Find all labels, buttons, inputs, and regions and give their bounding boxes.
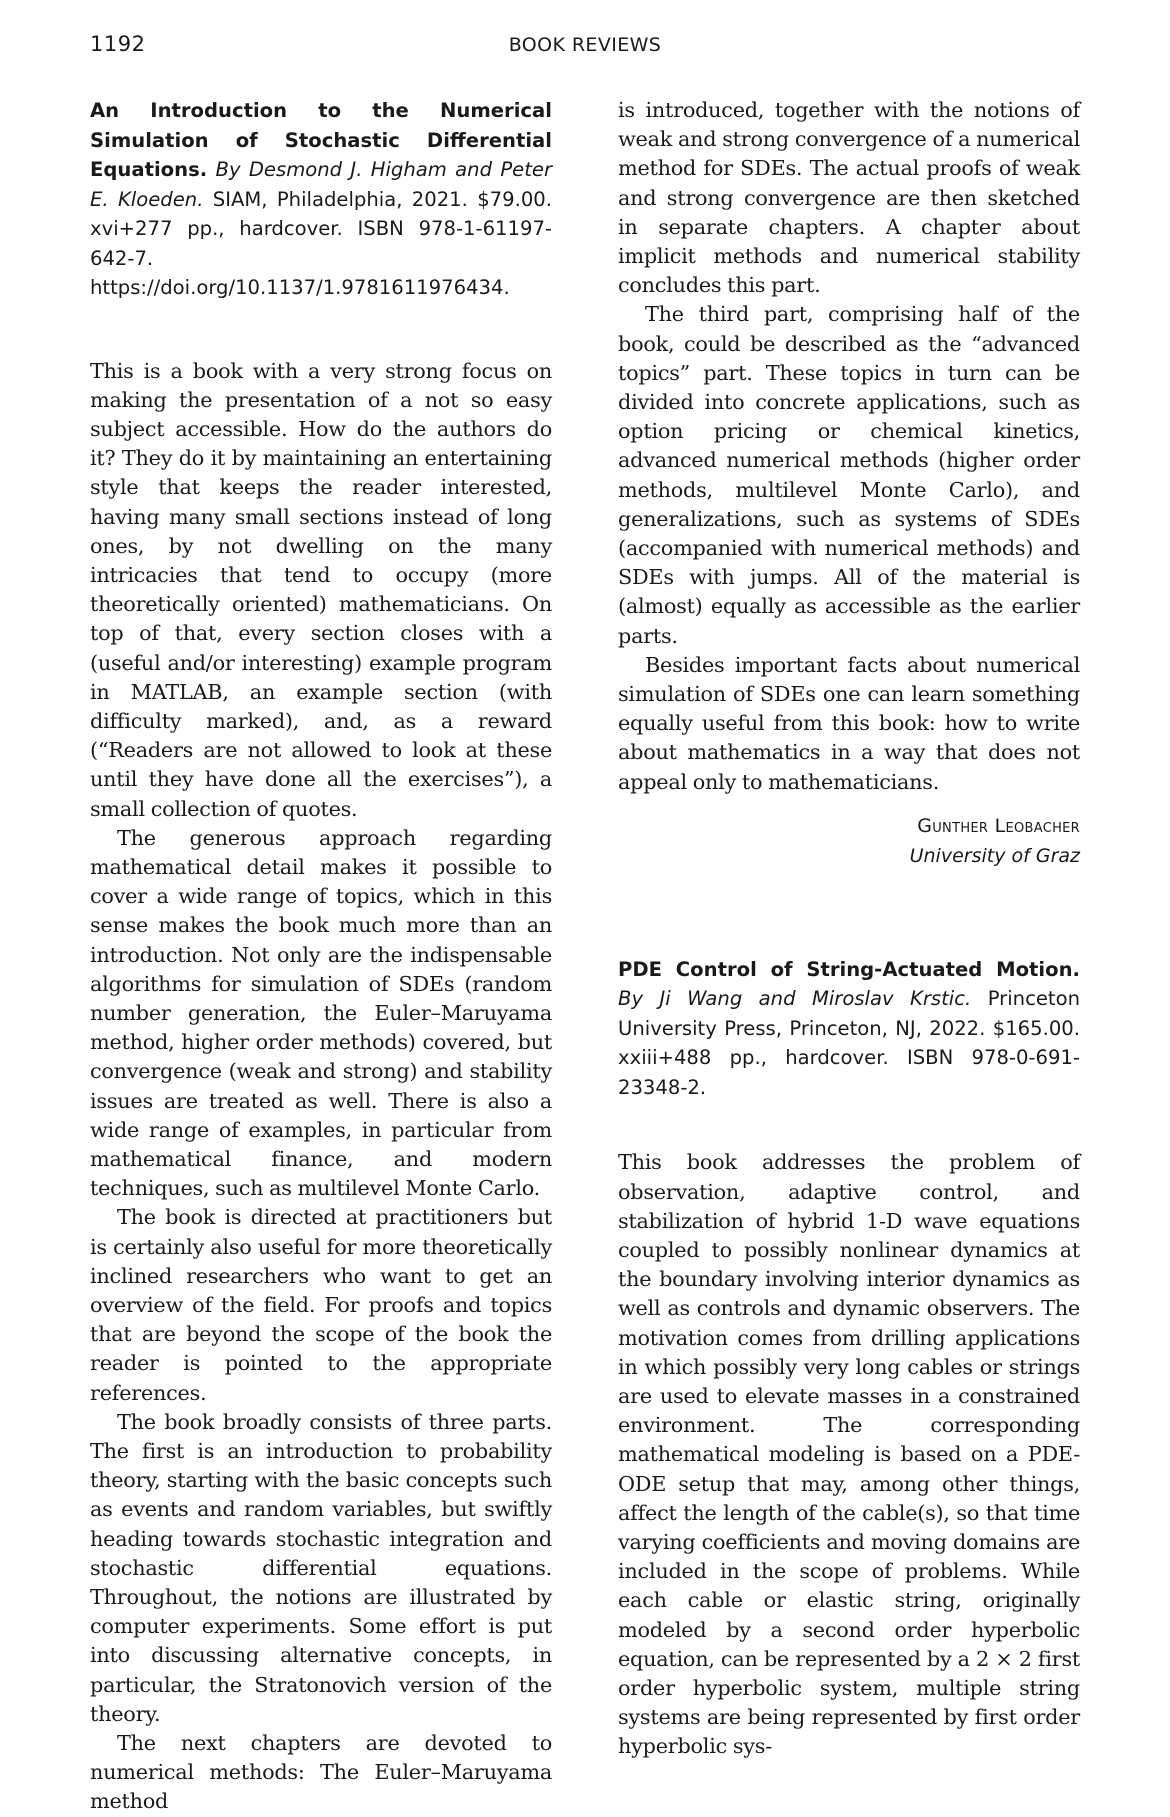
review-paragraph: This book addresses the problem of observation, adaptive control, and stabilization of hybrid 1-D wave equations coupled to possibly nonlinear dynamics at the boundary involving interior dynamics as well as controls and dynamic observers. The motivation comes from drilling applications in which possibly very long cables or strings are used to elevate masses in a constrained environment. The corresponding mathematical modeling is based on a PDE-ODE setup that may, among other things, affect the length of the cable(s), so that time varying coefficients and moving domains are included in the scope of problems. While each cable or elastic string, originally modeled by a second order hyperbolic equation, can be represented by a 2 × 2 first order hyperbolic system, multiple string systems are being represented by first order hyperbolic sys- bbox=[618, 1150, 1080, 1759]
left-column bbox=[90, 96, 552, 1817]
review-heading bbox=[618, 955, 1080, 1103]
right-column bbox=[618, 96, 1080, 1762]
running-head: BOOK REVIEWS bbox=[508, 34, 662, 56]
review-paragraph: The generous approach regarding mathematical detail makes it possible to cover a wide range of topics, which in this sense makes the book much more than an introduction. Not only are the indispensable algorithms for simulation of SDEs (random number generation, the Euler–Maruyama method, higher order methods) covered, but convergence (weak and strong) and stability issues are treated as well. There is also a wide range of examples, in particular from mathematical finance, and modern techniques, such as multilevel Monte Carlo. bbox=[90, 825, 552, 1201]
review-paragraph: Besides important facts about numerical simulation of SDEs one can learn something equally useful from this book: how to write about mathematics in a way that does not appeal only to mathematicians. bbox=[618, 652, 1080, 794]
page-number: 1192 bbox=[90, 32, 146, 56]
book-title: An Introduction to the Numerical Simulation of Stochastic Differential Equations. bbox=[90, 99, 552, 181]
review-paragraph: The next chapters are devoted to numerical methods: The Euler–Maruyama method bbox=[90, 1731, 552, 1814]
publication-info: Princeton University Press, Princeton, NJ, 2022. $165.00. xxiii+488 pp., hardcover. ISBN 978-0-691-23348-2. bbox=[618, 987, 1080, 1099]
review-heading bbox=[90, 96, 552, 303]
review-paragraph: The book broadly consists of three parts. The first is an introduction to probability theory, starting with the basic concepts such as events and random variables, but swiftly heading towards stochastic integration and stochastic differential equations. Throughout, the notions are illustrated by computer experiments. Some effort is put into discussing alternative concepts, in particular, the Stratonovich version of the theory. bbox=[90, 1409, 552, 1726]
book-authors: By Ji Wang and Miroslav Krstic. bbox=[618, 987, 972, 1011]
publication-info: SIAM, Philadelphia, 2021. $79.00. xvi+277 pp., hardcover. ISBN 978-1-61197-642-7. https://doi.org/10.1137/1.9781611976434. bbox=[90, 187, 553, 299]
reviewer-signature bbox=[618, 811, 1080, 871]
review-paragraph: The book is directed at practitioners but is certainly also useful for more theoretically inclined researchers who want to get an overview of the field. For proofs and topics that are beyond the scope of the book the reader is pointed to the appropriate references. bbox=[90, 1205, 552, 1405]
reviewer-affiliation: University of Graz bbox=[909, 844, 1080, 867]
review-paragraph: is introduced, together with the notions of weak and strong convergence of a numerical method for SDEs. The actual proofs of weak and strong convergence are then sketched in separate chapters. A chapter about implicit methods and numerical stability concludes this part. bbox=[618, 98, 1080, 298]
review-paragraph: This is a book with a very strong focus on making the presentation of a not so easy subject accessible. How do the authors do it? They do it by maintaining an entertaining style that keeps the reader interested, having many small sections instead of long ones, by not dwelling on the many intricacies that tend to occupy (more theoretically oriented) mathematicians. On top of that, every section closes with a (useful and/or interesting) example program in MATLAB, an example section (with difficulty marked), and, as a reward (“Readers are not allowed to look at these until they have done all the exercises”), a small collection of quotes. bbox=[90, 358, 552, 821]
book-title: PDE Control of String-Actuated Motion. bbox=[618, 957, 1080, 981]
review-paragraph: The third part, comprising half of the book, could be described as the “advanced topics” part. These topics in turn can be divided into concrete applications, such as option pricing or chemical kinetics, advanced numerical methods (higher order methods, multilevel Monte Carlo), and generalizations, such as systems of SDEs (accompanied with numerical methods) and SDEs with jumps. All of the material is (almost) equally as accessible as the earlier parts. bbox=[618, 302, 1080, 648]
reviewer-name: Gunther Leobacher bbox=[917, 814, 1080, 837]
book-authors: By Desmond J. Higham and Peter E. Kloeden. bbox=[90, 158, 552, 211]
